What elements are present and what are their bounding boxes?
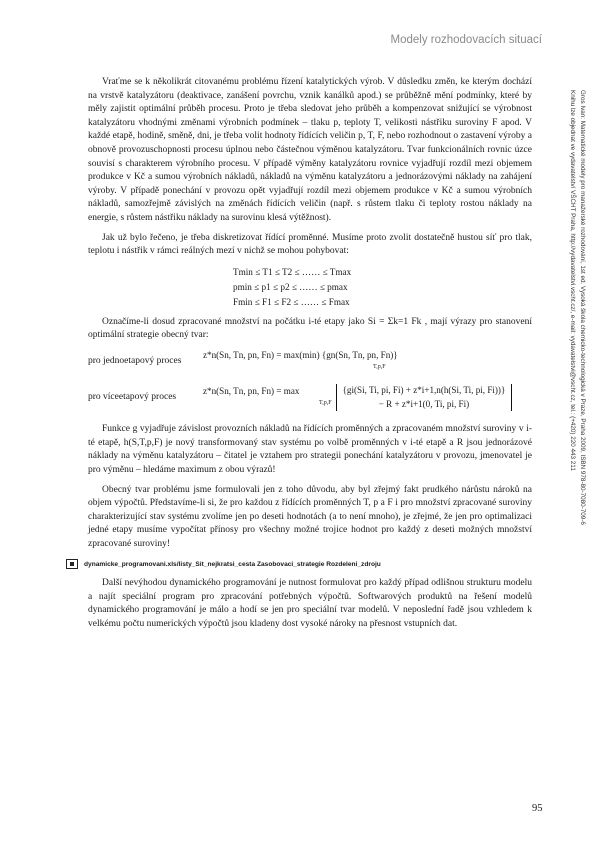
multi-stage-formula: [88, 384, 532, 411]
running-header: Modely rozhodovacích situací: [390, 34, 542, 46]
multi-stage-subscript: T,p,F: [319, 399, 332, 406]
multi-stage-expression: z*n(Sn, Tn, pn, Fn) = max: [203, 386, 300, 397]
multi-stage-equation: [203, 384, 512, 411]
paragraph-3: Označíme-li dosud zpracované množství na počátku i-té etapy jako Si = Σk=1 Fk , mají výrazy pro stanovení optimální strategie obecný tvar:: [88, 316, 532, 341]
citation-line-1: Gros Ivan: Matematické modely pro manažerské rozhodování, 1st ed. Vysoká škola chemicko-technologická v Praze, Praha 2009, ISBN 978-80-7080-709-6: [579, 90, 586, 525]
single-stage-formula: [88, 349, 532, 374]
multi-stage-label: pro víceetapový proces: [88, 391, 177, 402]
citation-line-2: Knihu lze objednat ve vydavatelství VŠCHT Praha, http://vydavatelstvi.vscht.cz/, e-mail: vydavatelstvi@vscht.cz, tel.: (+420) 220 443 211: [569, 90, 576, 471]
single-stage-expression: z*n(Sn, Tn, pn, Fn) = max(min) {gn(Sn, Tn, pn, Fn)}: [203, 349, 398, 360]
file-reference-text: dynamicke_programovani.xls/listy_Sit_nejkratsi_cesta Zasobovaci_strategie Rozdeleni_zdroju: [84, 560, 381, 568]
computer-icon: [66, 559, 78, 569]
equation-temperature: Tmin ≤ T1 ≤ T2 ≤ …… ≤ Tmax: [233, 266, 352, 277]
paragraph-2: Jak už bylo řečeno, je třeba diskretizovat řídící proměnné. Musíme proto zvolit dostatečně hustou síť pro tlak, teplotu i nástřik v rámci reálných mezí v nichž se mohou pohybovat:: [88, 232, 532, 257]
single-stage-label: pro jednoetapový proces: [88, 355, 182, 366]
paragraph-1: Vraťme se k několikrát citovanému problému řízení katalytických výrob. V důsledku změn, ke kterým dochází na vrstvě katalyzátoru (deaktivace, zanášení povrchu, vznik kanálků apod.) se průběžně mění podmínky, které by měly zajistit optimální průběh procesu. Proto je třeba sledovat jeho průběh a kompenzovat snižující se výrobnost katalyzátoru vhodnými změnami výrobních podmínek – tlaku p, teploty T, velikosti nástřiku suroviny F apod. V každé etapě, hodině, směně, dni, je třeba volit hodnoty řídících veličin p, T, F, nebo rozhodnout o zastavení výroby a obnově provozuschopnosti procesu úplnou nebo částečnou výměnou katalyzátoru. Tvar funkcionálních rovnic úzce souvisí s charakterem výrobního procesu. V případě výměny katalyzátoru rovnice vyjadřují rozdíl mezi objemem produkce v Kč a sumou výrobních nákladů, nákladů na výměnu katalyzátoru a jednorázovými náklady na zahájení výroby. V případě ponechání v provozu opět vyjadřují rozdíl mezi objemem produkce v Kč a sumou výrobních nákladů, samozřejmě závislých na změnách řídících veličin (např. s růstem tlaku či teploty rostou náklady na energie, s růstem nástřiku náklady na surovinu klesá výtěžnost).: [88, 77, 532, 223]
citation-sidebar: [566, 90, 594, 610]
multi-stage-bottom-term: − R + z*i+1(0, Ti, pi, Fi): [378, 398, 470, 409]
single-stage-subscript: T,p,F: [373, 363, 386, 370]
single-stage-equation: [203, 349, 398, 374]
paragraph-5: Obecný tvar problému jsme formulovali jen z toho důvodu, aby byl zřejmý fakt prudkého nárůstu nároků na objem výpočtů. Představíme-li si, že pro každou z řídících proměnných T, p a F i pro množství zpracované suroviny charakterizující stav systému zvolíme jen po deseti hodnotách (a to není mnoho), je zřejmé, že jen pro optimalizaci jedné etapy musíme vypočítat přínosy pro všechny možné trojice hodnot pro každý z deseti možných množství zpracované suroviny!: [88, 484, 532, 550]
file-reference: [66, 558, 532, 572]
bounds-equations: [233, 265, 532, 310]
equation-pressure: pmin ≤ p1 ≤ p2 ≤ …… ≤ pmax: [233, 281, 348, 292]
multi-stage-left: [203, 385, 332, 410]
multi-stage-top-term: {gi(Si, Ti, pi, Fi) + z*i+1,n(h(Si, Ti, pi, Fi))}: [342, 385, 506, 396]
equation-feed: Fmin ≤ F1 ≤ F2 ≤ …… ≤ Fmax: [233, 296, 350, 307]
paragraph-6: Další nevýhodou dynamického programování je nutnost formulovat pro každý případ odlišnou strukturu modelu a najít speciální program pro zpracování potřebných výpočtů. Softwarových produktů na řešení modelů dynamického programování je málo a hodí se jen pro speciální tvar modelů. V neposlední řadě jsou vzhledem k velkému počtu numerických výpočtů jsou kladeny dost vysoké nároky na přesnost vstupních dat.: [88, 578, 532, 629]
paragraph-4: Funkce g vyjadřuje závislost provozních nákladů na řídících proměnných a zpracovaném množství suroviny v i-té etapě, h(S,T,p,F) je nový transformovaný stav systému po volbě proměnných v i-té etapě a R jsou jednorázové náklady na výměnu katalyzátoru – čitatel je vztahem pro strategii ponechání katalyzátoru v provozu, jmenovatel je pro výměnu – hledáme maximum z obou výrazů!: [88, 424, 532, 476]
page-body: [84, 76, 532, 638]
multi-stage-fraction: [336, 384, 513, 411]
page-number: 95: [532, 803, 543, 814]
